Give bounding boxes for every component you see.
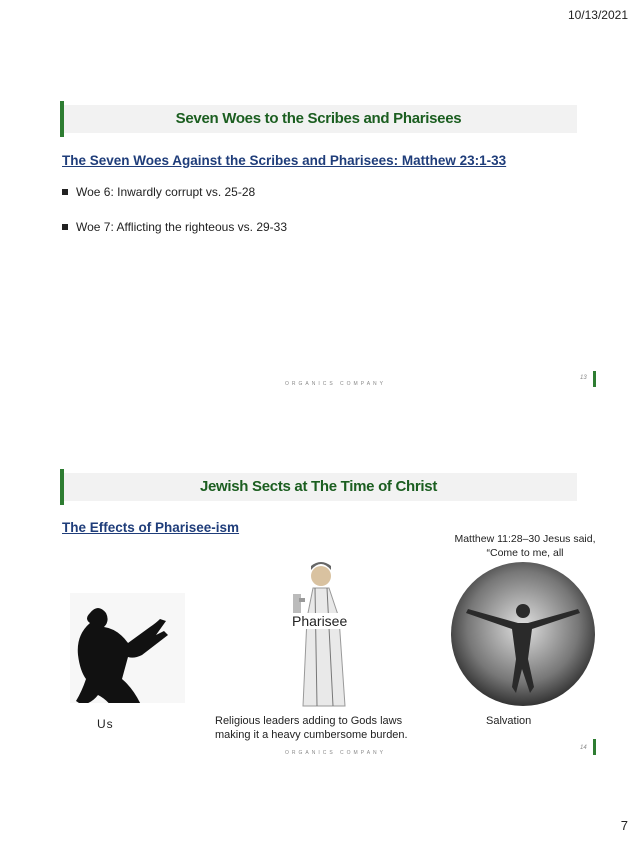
bullet-item: Woe 6: Inwardly corrupt vs. 25-28 — [62, 185, 255, 199]
slide-title-bar — [60, 473, 577, 501]
caption-salvation: Salvation — [486, 715, 532, 727]
crucifix-image — [448, 559, 598, 709]
bullet-square-icon — [62, 189, 68, 195]
bullet-square-icon — [62, 224, 68, 230]
pharisee-image — [285, 558, 365, 708]
slide-14 — [60, 473, 600, 763]
slide-number: 14 — [580, 745, 587, 751]
page-number: 7 — [620, 818, 628, 833]
slide-subtitle: The Effects of Pharisee-ism — [62, 520, 240, 535]
slide-number: 13 — [580, 375, 587, 381]
caption-us: Us — [97, 717, 114, 731]
slide-subtitle: The Seven Woes Against the Scribes and Pharisees: Matthew 23:1-33 — [62, 153, 507, 168]
slide-title: Seven Woes to the Scribes and Pharisees — [175, 110, 462, 127]
slide-title-bar — [60, 105, 577, 133]
pharisee-label: Pharisee — [288, 613, 351, 629]
bullet-item: Woe 7: Afflicting the righteous vs. 29-33 — [62, 220, 287, 234]
footer-company: ORGANICS COMPANY — [285, 750, 386, 756]
footer-accent-bar — [593, 739, 596, 755]
print-date: 10/13/2021 — [567, 8, 628, 22]
praying-man-image — [70, 593, 185, 703]
bible-quote: Matthew 11:28–30 Jesus said, “Come to me, all — [454, 533, 596, 559]
slide-title: Jewish Sects at The Time of Christ — [199, 478, 438, 495]
footer-accent-bar — [593, 371, 596, 387]
caption-leaders: Religious leaders adding to Gods laws making it a heavy cumbersome burden. — [215, 715, 408, 741]
slide-13 — [60, 105, 600, 395]
footer-company: ORGANICS COMPANY — [285, 381, 386, 387]
